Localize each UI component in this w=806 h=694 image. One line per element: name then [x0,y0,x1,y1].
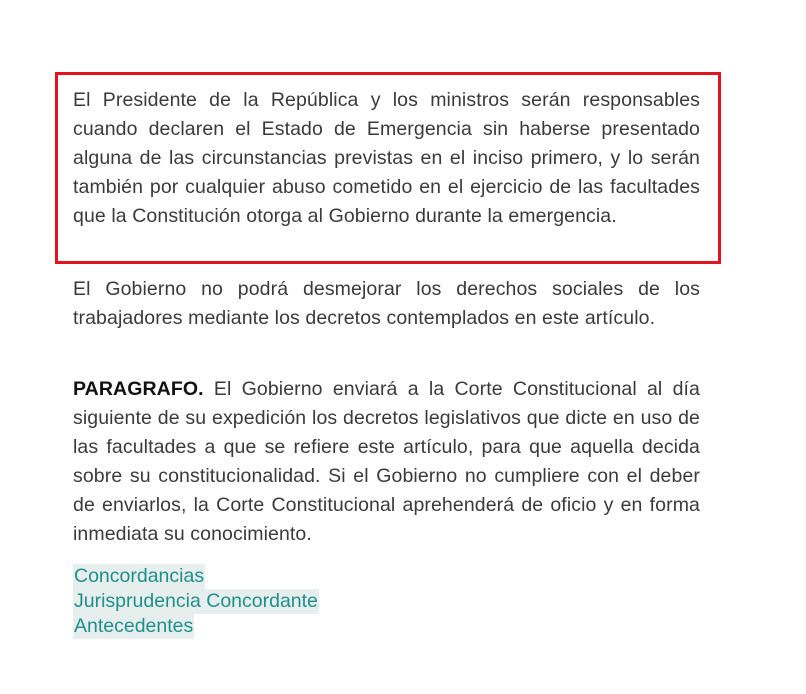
link-concordancias[interactable]: Concordancias [74,565,205,587]
paragrafo-text: El Gobierno enviará a la Corte Constitucional al día siguiente de su expedición los decretos legislativos que dicte en uso de las facultades a que se refiere este artículo, para que aquella decida sobre su constitucionalidad. Si el Gobierno no cumpliere con el deber de enviarlos, la Corte Constitucional aprehenderá de oficio y en forma inmediata su conocimiento. [73,378,700,545]
related-links [73,564,319,639]
link-jurisprudencia-concordante[interactable]: Jurisprudencia Concordante [74,590,318,612]
paragraph-paragrafo [73,375,700,549]
paragraph-workers-rights: El Gobierno no podrá desmejorar los derechos sociales de los trabajadores mediante los decretos contemplados en este artículo. [73,278,700,329]
paragraph-emergency-responsibility: El Presidente de la República y los ministros serán responsables cuando declaren el Estado de Emergencia sin haberse presentado alguna de las circunstancias previstas en el inciso primero, y lo serán también por cualquier abuso cometido en el ejercicio de las facultades que la Constitución otorga al Gobierno durante la emergencia. [73,89,700,227]
paragrafo-label: PARAGRAFO. [73,378,204,400]
link-antecedentes[interactable]: Antecedentes [74,615,194,637]
